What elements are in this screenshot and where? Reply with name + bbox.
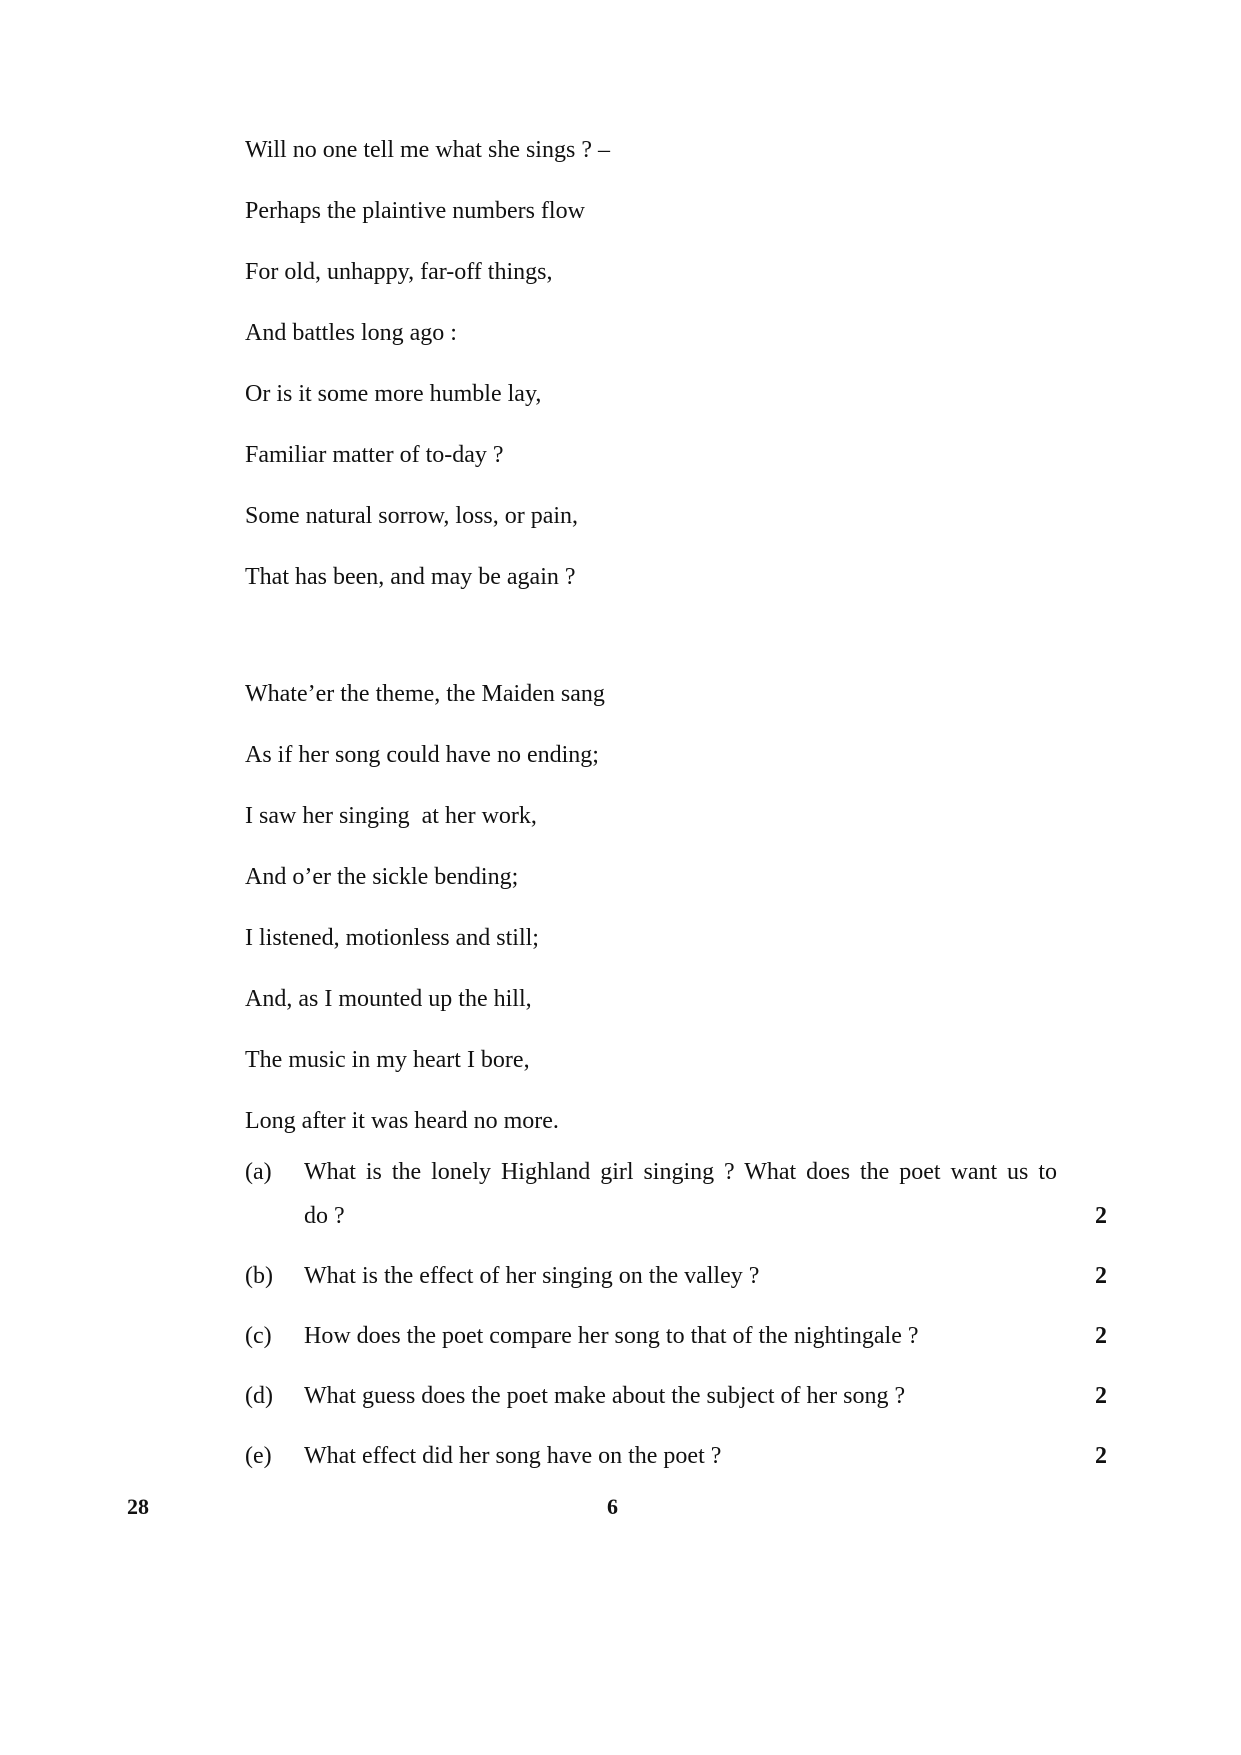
poem-line: Some natural sorrow, loss, or pain, <box>245 503 579 529</box>
poem-line: As if her song could have no ending; <box>245 742 599 768</box>
poem-line: And battles long ago : <box>245 320 457 346</box>
poem-line: Familiar matter of to-day ? <box>245 442 504 468</box>
question-label: (d) <box>245 1383 273 1409</box>
question-marks: 2 <box>1095 1203 1107 1229</box>
question-label: (b) <box>245 1263 273 1289</box>
question-marks: 2 <box>1095 1383 1107 1409</box>
question-text: What effect did her song have on the poet ? <box>304 1443 722 1469</box>
question-list <box>245 1150 1107 1478</box>
question-text: What is the effect of her singing on the valley ? <box>304 1263 760 1289</box>
poem-stanza-1 <box>245 120 1045 608</box>
poem-line: For old, unhappy, far-off things, <box>245 259 553 285</box>
question-label: (a) <box>245 1159 272 1185</box>
question-label: (e) <box>245 1443 272 1469</box>
question-text <box>304 1150 1057 1238</box>
poem-line: I saw her singing at her work, <box>245 803 537 829</box>
poem-line: Will no one tell me what she sings ? – <box>245 137 610 163</box>
paper-code: 28 <box>127 1494 149 1519</box>
poem-line: And, as I mounted up the hill, <box>245 986 532 1012</box>
question-marks: 2 <box>1095 1323 1107 1349</box>
question-text: How does the poet compare her song to that of the nightingale ? <box>304 1323 919 1349</box>
question-text-line: do ? <box>304 1203 345 1229</box>
question-text: What guess does the poet make about the subject of her song ? <box>304 1383 906 1409</box>
question-text-line: What is the lonely Highland girl singing ? What does the poet want us to <box>304 1159 1057 1185</box>
question-marks: 2 <box>1095 1263 1107 1289</box>
question-item-b <box>245 1254 1107 1298</box>
question-label: (c) <box>245 1323 272 1349</box>
question-item-e <box>245 1434 1107 1478</box>
poem-line: Or is it some more humble lay, <box>245 381 542 407</box>
poem-stanza-2 <box>245 664 1045 1152</box>
poem-line: Long after it was heard no more. <box>245 1108 559 1134</box>
question-item-d <box>245 1374 1107 1418</box>
poem-line: And o’er the sickle bending; <box>245 864 519 890</box>
question-item-a <box>245 1150 1107 1238</box>
question-marks: 2 <box>1095 1443 1107 1469</box>
page-number: 6 <box>607 1494 618 1519</box>
poem-line: That has been, and may be again ? <box>245 564 576 590</box>
poem-line: Perhaps the plaintive numbers flow <box>245 198 585 224</box>
poem-line: I listened, motionless and still; <box>245 925 539 951</box>
question-item-c <box>245 1314 1107 1358</box>
poem-line: The music in my heart I bore, <box>245 1047 530 1073</box>
poem-line: Whate’er the theme, the Maiden sang <box>245 681 605 707</box>
